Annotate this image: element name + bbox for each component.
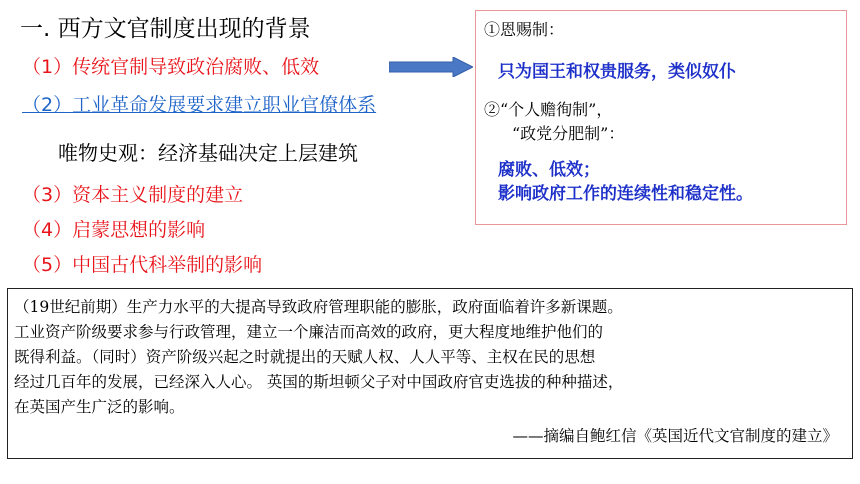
right-arrow-icon [389,57,473,77]
reason-item-2-link[interactable]: （2）工业革命发展要求建立职业官僚体系 [22,94,377,116]
section-title: 一. 西方文官制度出现的背景 [20,16,311,42]
spoils-effect-1: 腐败、低效； [498,160,600,180]
reason-item-5: （5）中国古代科举制的影响 [22,254,263,276]
explanation-box [475,10,847,225]
quote-line: 既得利益。（同时）资产阶级兴起之时就提出的天赋人权、人人平等、主权在民的思想 [14,348,596,366]
quote-line: 在英国产生广泛的影响。 [14,398,185,416]
patronage-description: 只为国王和权贵服务，类似奴仆 [498,62,736,82]
quote-line: 工业资产阶级要求参与行政管理，建立一个廉洁而高效的政府，更大程度地维护他们的 [14,323,604,341]
quote-box [7,288,853,459]
personal-patronage-heading: ②“个人赡徇制”， [484,100,613,119]
spoils-effect-2: 影响政府工作的连续性和稳定性。 [498,184,753,204]
quote-line: （19世纪前期）生产力水平的大提高导致政府管理职能的膨胀，政府面临着许多新课题。 [14,298,623,316]
patronage-heading: ①恩赐制： [484,20,565,39]
reason-item-4: （4）启蒙思想的影响 [22,219,206,241]
materialism-note: 唯物史观：经济基础决定上层建筑 [58,141,358,165]
quote-line: 经过几百年的发展，已经深入人心。 英国的斯坦顿父子对中国政府官吏选拔的种种描述， [14,373,624,391]
reason-item-1: （1）传统官制导致政治腐败、低效 [22,56,320,78]
spoils-system-heading: “政党分肥制”： [512,124,625,143]
quote-source: ——摘编自鲍红信《英国近代文官制度的建立》 [512,427,838,445]
reason-item-3: （3）资本主义制度的建立 [22,184,244,206]
